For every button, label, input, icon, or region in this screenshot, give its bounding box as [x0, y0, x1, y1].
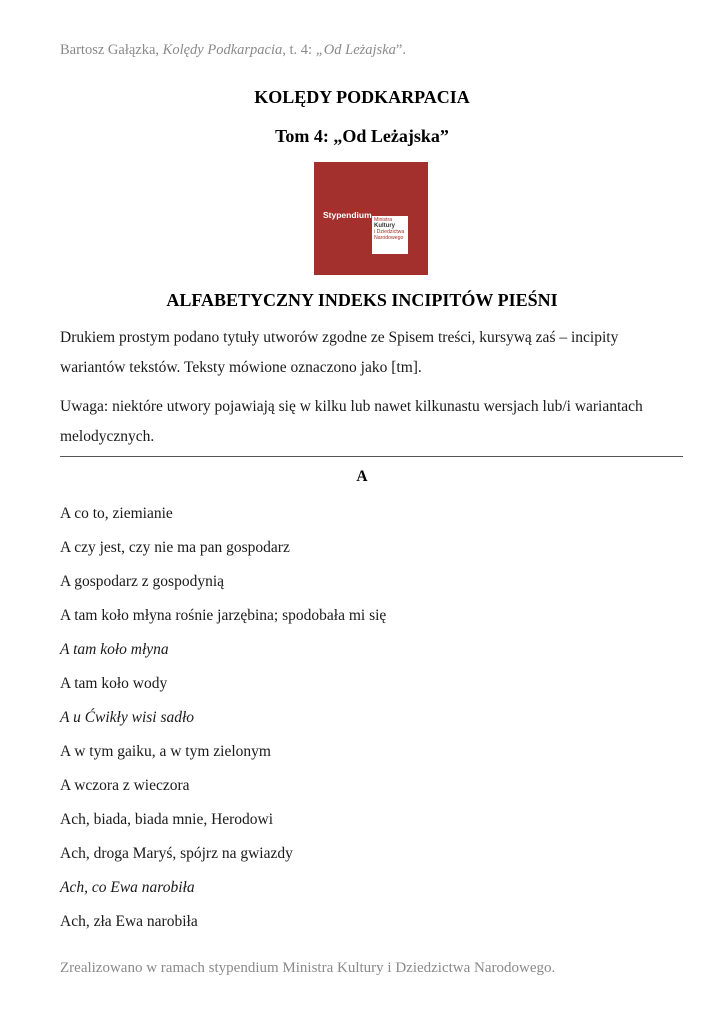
header-author: Bartosz Gałązka, — [60, 42, 163, 58]
header-series-title: Kolędy Podkarpacia — [162, 42, 283, 58]
scholarship-logo — [314, 162, 428, 275]
index-entry-list — [60, 500, 386, 942]
logo-line: Narodowego — [374, 235, 404, 241]
logo-ministry-box — [372, 216, 408, 254]
running-header — [60, 42, 406, 59]
index-entry: Ach, co Ewa narobiła — [60, 879, 195, 896]
index-entry: Ach, zła Ewa narobiła — [60, 913, 198, 930]
section-divider — [60, 456, 683, 457]
logo-line: i Dziedzictwa — [374, 229, 405, 235]
index-entry: A tam koło wody — [60, 675, 168, 692]
index-entry: A czy jest, czy nie ma pan gospodarz — [60, 539, 290, 556]
header-volume-suffix: ”. — [395, 42, 406, 58]
index-heading: ALFABETYCZNY INDEKS INCIPITÓW PIEŚNI — [166, 290, 558, 310]
intro-paragraph: Drukiem prostym podano tytuły utworów zgodne ze Spisem treści, kursywą zaś – incipity wariantów tekstów. Teksty mówione oznaczono jako [tm]. — [60, 329, 619, 376]
volume-title: Tom 4: „Od Leżajska” — [275, 126, 449, 146]
index-entry: A u Ćwikły wisi sadło — [60, 709, 195, 726]
header-volume-prefix: , t. 4: — [282, 42, 316, 58]
logo-line: Kultury — [374, 223, 395, 229]
book-title: KOLĘDY PODKARPACIA — [254, 87, 470, 107]
index-entry: A gospodarz z gospodynią — [60, 573, 225, 590]
index-entry: A w tym gaiku, a w tym zielonym — [60, 743, 271, 760]
index-entry: Ach, biada, biada mnie, Herodowi — [60, 811, 274, 828]
index-entry: A co to, ziemianie — [60, 505, 173, 522]
note-paragraph: Uwaga: niektóre utwory pojawiają się w kilku lub nawet kilkunastu wersjach lub/i wariantach melodycznych. — [60, 398, 643, 445]
letter-heading: A — [356, 468, 368, 485]
index-entry: A wczora z wieczora — [60, 777, 190, 794]
header-volume-title: „Od Leżajska — [315, 42, 396, 58]
logo-line: Ministra — [374, 217, 393, 223]
index-entry: A tam koło młyna rośnie jarzębina; spodobała mi się — [60, 607, 387, 624]
index-entry: Ach, droga Maryś, spójrz na gwiazdy — [60, 845, 293, 862]
index-entry: A tam koło młyna — [60, 641, 169, 658]
page-footer: Zrealizowano w ramach stypendium Ministra Kultury i Dziedzictwa Narodowego. — [60, 960, 556, 976]
logo-word: Stypendium — [323, 210, 372, 220]
